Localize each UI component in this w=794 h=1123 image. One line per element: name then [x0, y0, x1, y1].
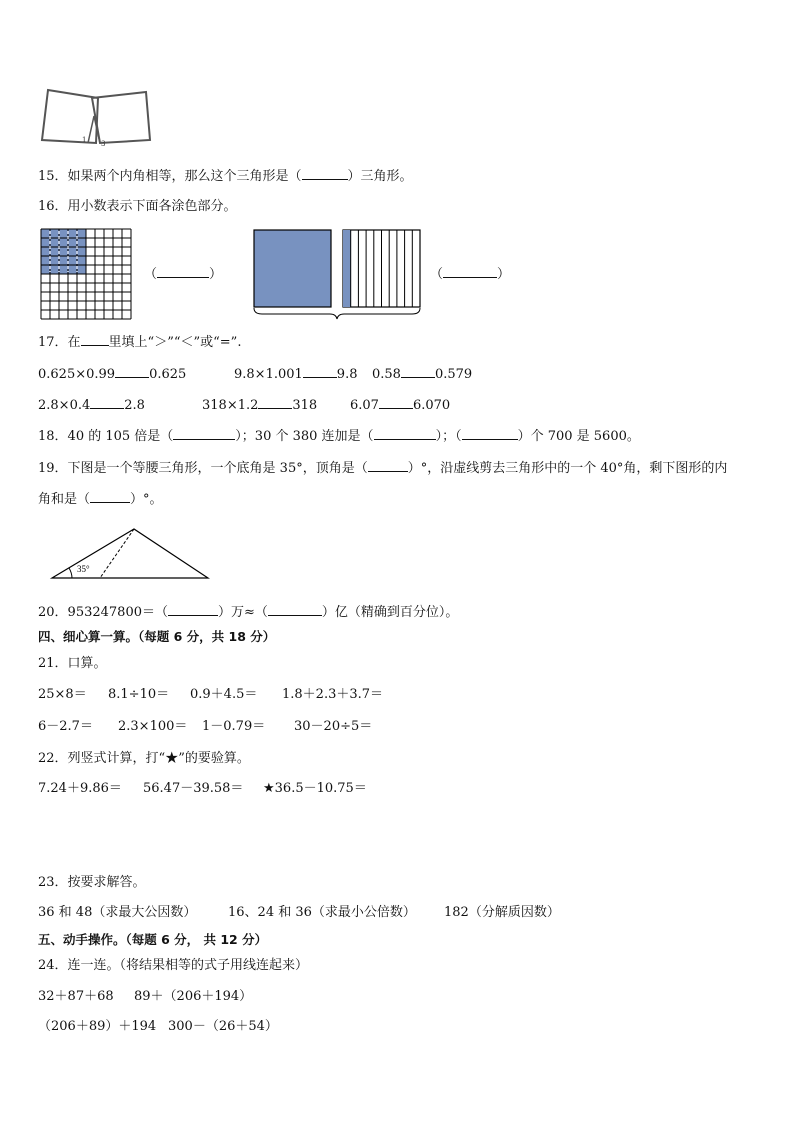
paper-triangle-figure [40, 88, 155, 150]
compare-row-2: 2.8×0.4 2.8 318×1.2 318 6.07 6.070 [38, 395, 450, 415]
question-22: 22．列竖式计算，打“★”的要验算。 [38, 751, 250, 766]
answer-blank[interactable] [368, 458, 408, 472]
question-15: 15．如果两个内角相等，那么这个三角形是（ ）三角形。 [38, 166, 413, 186]
answer-blank[interactable] [443, 264, 497, 278]
compare-blank[interactable] [90, 395, 124, 409]
mental-math-row-2: 6－2.7＝ 2.3×100＝ 1－0.79＝ 30－20÷5＝ [38, 719, 373, 734]
compare-blank[interactable] [379, 395, 413, 409]
answer-blank[interactable] [302, 166, 348, 180]
question-16: 16．用小数表示下面各涂色部分。 [38, 199, 237, 214]
question-23: 23．按要求解答。 [38, 875, 146, 890]
hundred-grid-figure [40, 228, 132, 320]
isosceles-triangle-figure [48, 524, 213, 582]
decimal-squares-figure [252, 228, 422, 320]
compare-row-1: 0.625×0.99 0.625 9.8×1.001 9.8 0.58 0.579 [38, 364, 472, 384]
answer-blank[interactable] [168, 602, 218, 616]
answer-blank[interactable] [374, 426, 436, 440]
svg-text:3: 3 [101, 140, 106, 148]
match-expression[interactable]: 300－（26＋54） [168, 1019, 278, 1034]
answer-paren-2: （ ） [430, 264, 510, 284]
section-4-heading: 四、细心算一算。（每题 6 分，共 18 分） [38, 629, 276, 644]
section-5-heading: 五、动手操作。（每题 6 分， 共 12 分） [38, 932, 268, 947]
angle-label: 35° [77, 564, 90, 574]
compare-blank[interactable] [258, 395, 292, 409]
answer-blank[interactable] [173, 426, 235, 440]
compare-blank[interactable] [303, 364, 337, 378]
answer-blank[interactable] [462, 426, 518, 440]
svg-text:1: 1 [82, 136, 87, 144]
compare-blank[interactable] [115, 364, 149, 378]
match-expression[interactable]: 89＋（206＋194） [134, 989, 253, 1004]
answer-blank[interactable] [268, 602, 322, 616]
answer-blank[interactable] [90, 489, 130, 503]
match-expression[interactable]: 32＋87＋68 [38, 989, 114, 1004]
question-19: 19．下图是一个等腰三角形，一个底角是 35°，顶角是（ ）°，沿虚线剪去三角形中的一个 40°角，剩下图形的内 [38, 458, 727, 478]
mental-math-row-1: 25×8＝ 8.1÷10＝ 0.9＋4.5＝ 1.8＋2.3＋3.7＝ [38, 687, 384, 702]
answer-blank [81, 332, 109, 346]
compare-blank[interactable] [401, 364, 435, 378]
question-24: 24．连一连。（将结果相等的式子用线连起来） [38, 958, 309, 973]
match-expression[interactable]: （206＋89）＋194 [38, 1019, 157, 1034]
factor-row: 36 和 48（求最大公因数） 16、24 和 36（求最小公倍数） 182（分解质因数） [38, 905, 560, 920]
question-17: 17．在 里填上“＞”“＜”或“=”. [38, 332, 241, 352]
question-21: 21．口算。 [38, 656, 107, 671]
question-19-cont: 角和是（ ）°。 [38, 489, 163, 509]
match-row-2 [38, 1018, 278, 1036]
question-20: 20．953247800＝（ ）万≈（ ）亿（精确到百分位）。 [38, 602, 458, 622]
question-18: 18．40 的 105 倍是（ ）；30 个 380 连加是（ ）；（ ）个 700 是 5600。 [38, 426, 640, 446]
match-row-1 [38, 988, 252, 1006]
answer-paren-1: （ ） [144, 264, 222, 284]
vertical-calc-row: 7.24＋9.86＝ 56.47－39.58＝ ★36.5－10.75＝ [38, 781, 367, 796]
answer-blank[interactable] [157, 264, 209, 278]
